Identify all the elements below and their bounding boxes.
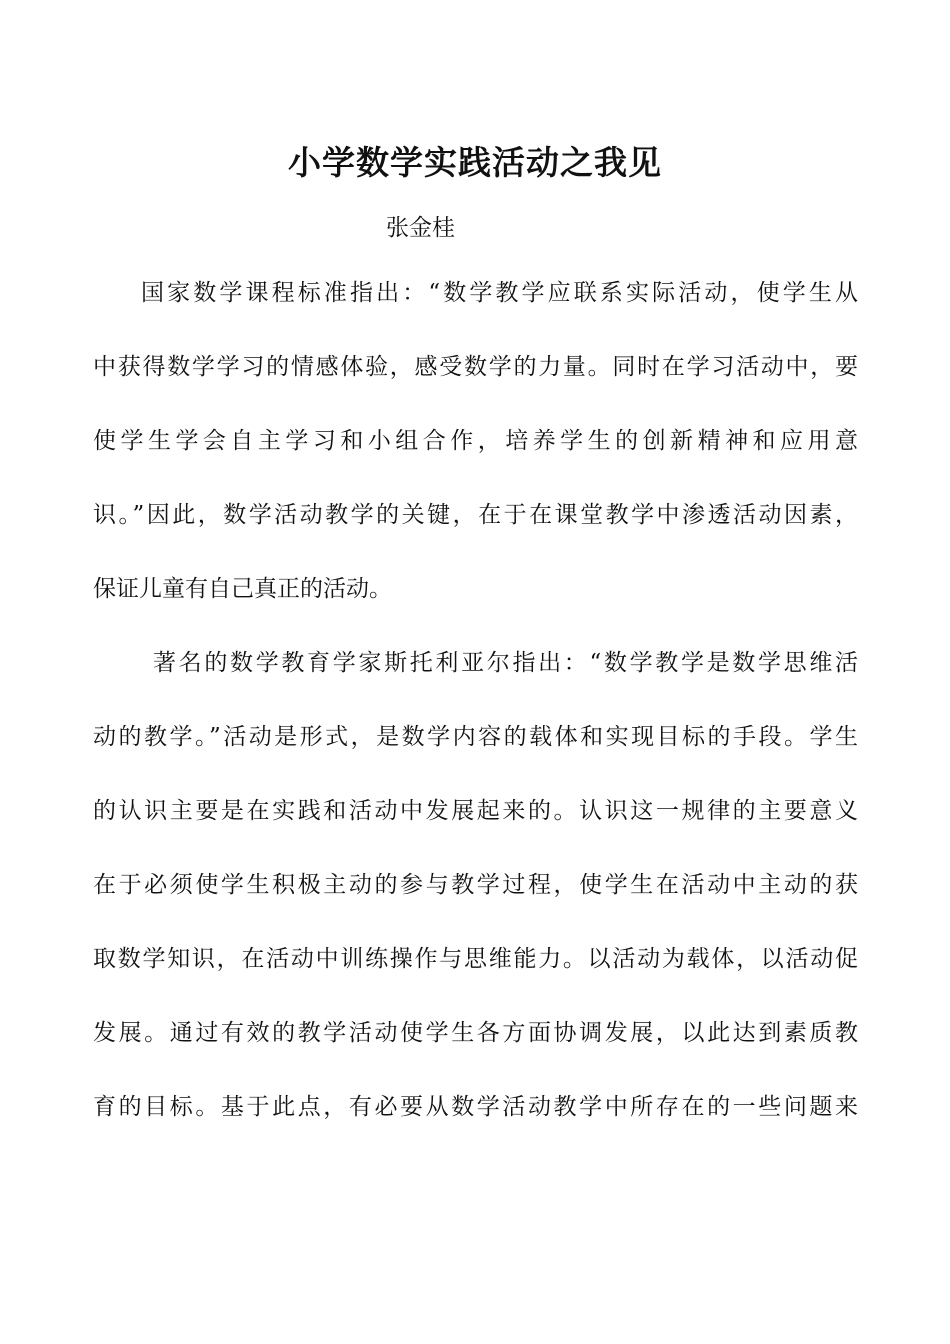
paragraph-line: 在于必须使学生积极主动的参与教学过程，使学生在活动中主动的获 — [93, 872, 858, 898]
paragraph-line: 取数学知识，在活动中训练操作与思维能力。以活动为载体，以活动促 — [93, 946, 858, 972]
document-title: 小学数学实践活动之我见 — [288, 143, 662, 182]
paragraph-line: 的认识主要是在实践和活动中发展起来的。认识这一规律的主要意义 — [93, 798, 858, 824]
paragraph-line: 保证儿童有自己真正的活动。 — [93, 576, 392, 602]
author-name: 张金桂 — [386, 215, 455, 241]
paragraph-line: 著名的数学教育学家斯托利亚尔指出：“数学教学是数学思维活 — [153, 650, 858, 676]
paragraph-line: 识。”因此，数学活动教学的关键，在于在课堂教学中渗透活动因素， — [93, 502, 858, 528]
paragraph-line: 使学生学会自主学习和小组合作，培养学生的创新精神和应用意 — [93, 428, 858, 454]
paragraph-line: 国家数学课程标准指出：“数学教学应联系实际活动，使学生从 — [141, 280, 858, 306]
paragraph-line: 育的目标。基于此点，有必要从数学活动教学中所存在的一些问题来 — [93, 1094, 858, 1120]
paragraph-line: 发展。通过有效的教学活动使学生各方面协调发展，以此达到素质教 — [93, 1020, 858, 1046]
paragraph-line: 中获得数学学习的情感体验，感受数学的力量。同时在学习活动中，要 — [93, 354, 858, 380]
paragraph-line: 动的教学。”活动是形式，是数学内容的载体和实现目标的手段。学生 — [93, 724, 858, 750]
